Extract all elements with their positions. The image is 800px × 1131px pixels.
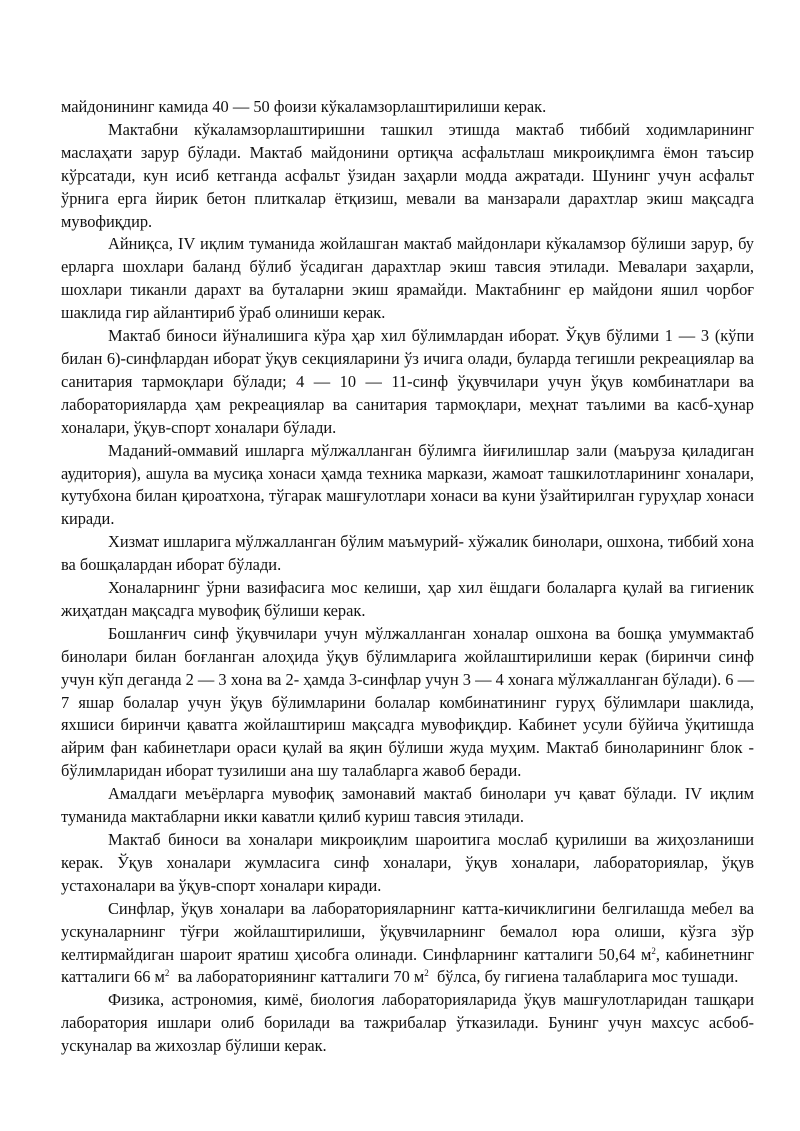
document-page — [61, 96, 754, 1058]
paragraph-11 — [61, 898, 754, 990]
superscript-squared: 2 — [164, 968, 170, 979]
paragraph-3: Айниқса, IV иқлим туманида жойлашган мактаб майдонлари кўкаламзор бўлиши зарур, бу ерларга шохлари баланд бўлиб ўсадиган дарахтлар экиш тавсия этилади. Мевалари заҳарли, шохлари тиканли дарахт ва буталарни экиш ярамайди. Мактабнинг ер майдони яшил чорбоғ шаклида гир айлантириб ўраб олиниши керак. — [61, 234, 754, 323]
paragraph-5: Маданий-оммавий ишларга мўлжалланган бўлимга йиғилишлар зали (маъруза қиладиган аудитория), ашула ва мусиқа хонаси ҳамда техника маркази, жамоат ташкилотларининг хоналари, кутубхона билан қироатхона, тўгарак машғулотлари хонаси ва куни ўзайтирилган гуруҳлар хонаси киради. — [61, 440, 754, 529]
superscript-squared: 2 — [651, 945, 656, 956]
paragraph-11-part3: ва лабораториянинг катталиги 70 м — [169, 967, 425, 987]
paragraph-2: Мактабни кўкаламзорлаштиришни ташкил этишда мактаб тиббий ходимларининг маслаҳати зарур бўлади. Мактаб майдонини ортиқча асфальтлаш микроиқлимга ёмон таъсир кўрсатади, кун исиб кетганда асфальт ўзидан заҳарли модда ажратади. Шунинг учун асфальт ўрнига ерга йирик бетон плиткалар ётқизиш, мевали ва манзарали дарахтлар экиш мақсадга мувофиқдир. — [61, 119, 754, 231]
paragraph-12: Физика, астрономия, кимё, биология лабораторияларида ўқув машғулотларидан ташқари лаборатория ишлари олиб борилади ва тажрибалар ўтказилади. Бунинг учун махсус асбоб-ускуналар ва жихозлар бўлиши керак. — [61, 990, 754, 1056]
paragraph-10: Мактаб биноси ва хоналари микроиқлим шароитига мослаб қурилиши ва жиҳозланиши керак. Ўқув хоналари жумласига синф хоналари, ўқув хоналари, лабораториялар, ўқув устахоналари ва ўқув-спорт хоналари киради. — [61, 830, 754, 895]
paragraph-9: Амалдаги меъёрларга мувофиқ замонавий мактаб бинолари уч қават бўлади. IV иқлим туманида мактабларни икки каватли қилиб куриш тавсия этилади. — [61, 784, 754, 827]
paragraph-11-part2: , кабинетнинг катталиги 66 м — [61, 944, 754, 987]
paragraph-11-part4: бўлса, бу гигиена талабларига мос тушади. — [428, 967, 739, 987]
paragraph-7: Хоналарнинг ўрни вазифасига мос келиши, ҳар хил ёшдаги болаларга қулай ва гигиеник жиҳатдан мақсадга мувофиқ бўлиши керак. — [61, 578, 754, 620]
paragraph-8: Бошланғич синф ўқувчилари учун мўлжалланган хоналар ошхона ва бошқа умуммактаб бинолари билан боғланган алоҳида ўқув бўлимларига жойлаштирилиши керак (биринчи синф учун кўп деганда 2 — 3 хона ва 2- ҳамда 3-синфлар учун 3 — 4 хонага мўлжалланган бўлади). 6 — 7 яшар болалар учун ўқув бўлимларини болалар комбинатининг гуруҳ бўлимлари шаклида, яхшиси биринчи қаватга жойлаштириш мақсадга мувофиқдир. Кабинет усули бўйича ўқитишда айрим фан кабинетлари ораси қулай ва яқин бўлиши жуда муҳим. Мактаб биноларининг блок - бўлимларидан иборат тузилиши ана шу талабларга жавоб беради. — [61, 623, 754, 781]
superscript-squared: 2 — [424, 968, 429, 979]
paragraph-4: Мактаб биноси йўналишига кўра ҳар хил бўлимлардан иборат. Ўқув бўлими 1 — 3 (кўпи билан 6)-синфлардан иборат ўқув секцияларини ўз ичига олади, буларда тегишли рекреациялар ва санитария тармоқлари бўлади; 4 — 10 — 11-синф ўқувчилари учун ўқув комбинатлари ва лабораторияларда ҳам рекреациялар ва санитария тармоқлари, меҳнат таълими ва касб-ҳунар хоналари, ўқув-спорт хоналари бўлади. — [61, 326, 754, 437]
paragraph-1: майдонининг камида 40 — 50 фоизи кўкаламзорлаштирилиши керак. — [61, 97, 547, 116]
paragraph-6: Хизмат ишларига мўлжалланган бўлим маъмурий- хўжалик бинолари, ошхона, тиббий хона ва бошқалардан иборат бўлади. — [61, 532, 754, 575]
paragraph-11-part1: Синфлар, ўқув хоналари ва лабораторияларнинг катта-кичиклигини белгилашда мебел ва ускуналарнинг тўғри жойлаштирилиши, ўқувчиларнинг бемалол юра олиши, кўзга зўр келтирмайдиган шароит яратиш ҳисобга олинади. Синфларнинг катталиги 50,64 м — [61, 898, 754, 964]
